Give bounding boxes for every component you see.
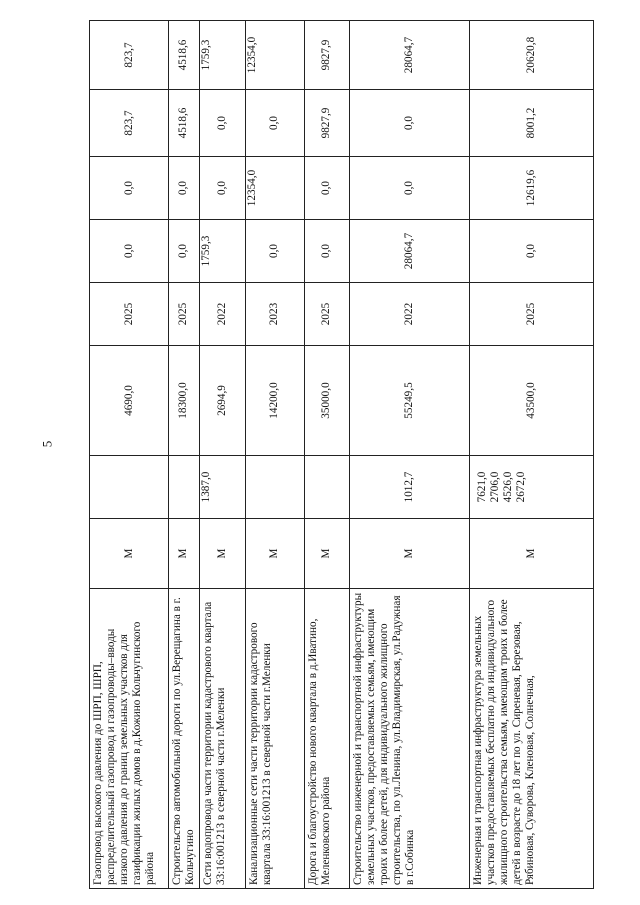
total-cell: 28064,7	[349, 21, 469, 90]
object-name: Газопровод высокого давления до ШРП, ШРП, распределительный газопровод и газопроводы–вводы низкого давления до границ земельных участков для газификации жилых домов в д.Кожино Кольчугинского района	[90, 589, 169, 889]
table-row	[199, 21, 245, 889]
object-name: Сети водопровода части территории кадастрового квартала 33:16:001213 в северной части г.Меленки	[199, 589, 245, 889]
value-cell: 1759,3	[199, 220, 245, 283]
table-row	[169, 21, 200, 889]
area-cell	[245, 456, 304, 519]
value-cell: 9827,9	[304, 90, 349, 157]
object-name: Инженерная и транспортная инфраструктура земельных участков предоставляемых бесплатно для индивидуального жилищного строительства семьям, имеющим троих и более детей в возрасте до 18 лет по ул. Сиреневая, Березовая, Рябиновая, Суворова, Кленовая, Солнечная,	[469, 589, 593, 889]
page-number: 5	[39, 440, 55, 448]
value-cell: 0,0	[349, 90, 469, 157]
value-cell: 0,0	[90, 220, 169, 283]
category-cell: М	[169, 519, 200, 589]
budget-table	[89, 21, 592, 889]
year-cell: 2025	[304, 283, 349, 346]
total-cell: 823,7	[90, 21, 169, 90]
table-row	[90, 21, 169, 889]
value-cell: 12619,6	[469, 157, 593, 220]
value-cell: 0,0	[245, 90, 304, 157]
year-cell: 2025	[169, 283, 200, 346]
value-cell: 823,7	[90, 90, 169, 157]
object-name: Дорога и благоустройство нового квартала в д.Иватино, Меленковского района	[304, 589, 349, 889]
value-cell: 8001,2	[469, 90, 593, 157]
value-cell: 28064,7	[349, 220, 469, 283]
area-line: 2672,0	[514, 471, 527, 503]
total-cell: 20620,8	[469, 21, 593, 90]
cost-cell: 14200,0	[245, 346, 304, 456]
cost-cell: 18300,0	[169, 346, 200, 456]
category-cell: М	[199, 519, 245, 589]
value-cell: 12354,0	[245, 157, 304, 220]
category-cell: М	[304, 519, 349, 589]
cost-cell: 55249,5	[349, 346, 469, 456]
total-cell: 4518,6	[169, 21, 200, 90]
area-cell	[90, 456, 169, 519]
cost-cell: 43500,0	[469, 346, 593, 456]
category-cell: М	[349, 519, 469, 589]
value-cell: 0,0	[304, 157, 349, 220]
value-cell: 4518,6	[169, 90, 200, 157]
cost-cell: 35000,0	[304, 346, 349, 456]
year-cell: 2025	[469, 283, 593, 346]
area-line: 4526,0	[501, 471, 514, 503]
area-cell	[469, 456, 593, 519]
category-cell: М	[469, 519, 593, 589]
year-cell: 2022	[199, 283, 245, 346]
object-name: Канализационные сети части территории кадастрового квартала 33:16:001213 в северной части г.Меленки	[245, 589, 304, 889]
value-cell: 0,0	[304, 220, 349, 283]
cost-cell: 2694,9	[199, 346, 245, 456]
area-line: 2706,0	[488, 471, 501, 503]
cost-cell: 4690,0	[90, 346, 169, 456]
table-row	[245, 21, 304, 889]
year-cell: 2023	[245, 283, 304, 346]
total-cell: 9827,9	[304, 21, 349, 90]
value-cell: 0,0	[245, 220, 304, 283]
area-line: 7621,0	[475, 471, 488, 503]
category-cell: М	[90, 519, 169, 589]
area-cell: 1387,0	[199, 456, 245, 519]
value-cell: 0,0	[349, 157, 469, 220]
area-cell	[169, 456, 200, 519]
object-name: Строительство инженерной и транспортной инфраструктуры земельных участков, предоставляемых семьям, имеющим троих и более детей, для индивидуального жилищного строительства, по ул.Ленина, ул.Владимирская, ул.Радужная в г.Собинка	[349, 589, 469, 889]
total-cell: 1759,3	[199, 21, 245, 90]
object-name: Строительство автомобильной дороги по ул.Верещагина в г. Кольчугино	[169, 589, 200, 889]
table-row	[469, 21, 593, 889]
value-cell: 0,0	[199, 90, 245, 157]
year-cell: 2022	[349, 283, 469, 346]
value-cell: 0,0	[469, 220, 593, 283]
value-cell: 0,0	[169, 157, 200, 220]
area-cell	[304, 456, 349, 519]
table-row	[304, 21, 349, 889]
value-cell: 0,0	[169, 220, 200, 283]
value-cell: 0,0	[199, 157, 245, 220]
table-row	[349, 21, 469, 889]
total-cell: 12354,0	[245, 21, 304, 90]
value-cell: 0,0	[90, 157, 169, 220]
year-cell: 2025	[90, 283, 169, 346]
category-cell: М	[245, 519, 304, 589]
area-cell: 1012,7	[349, 456, 469, 519]
